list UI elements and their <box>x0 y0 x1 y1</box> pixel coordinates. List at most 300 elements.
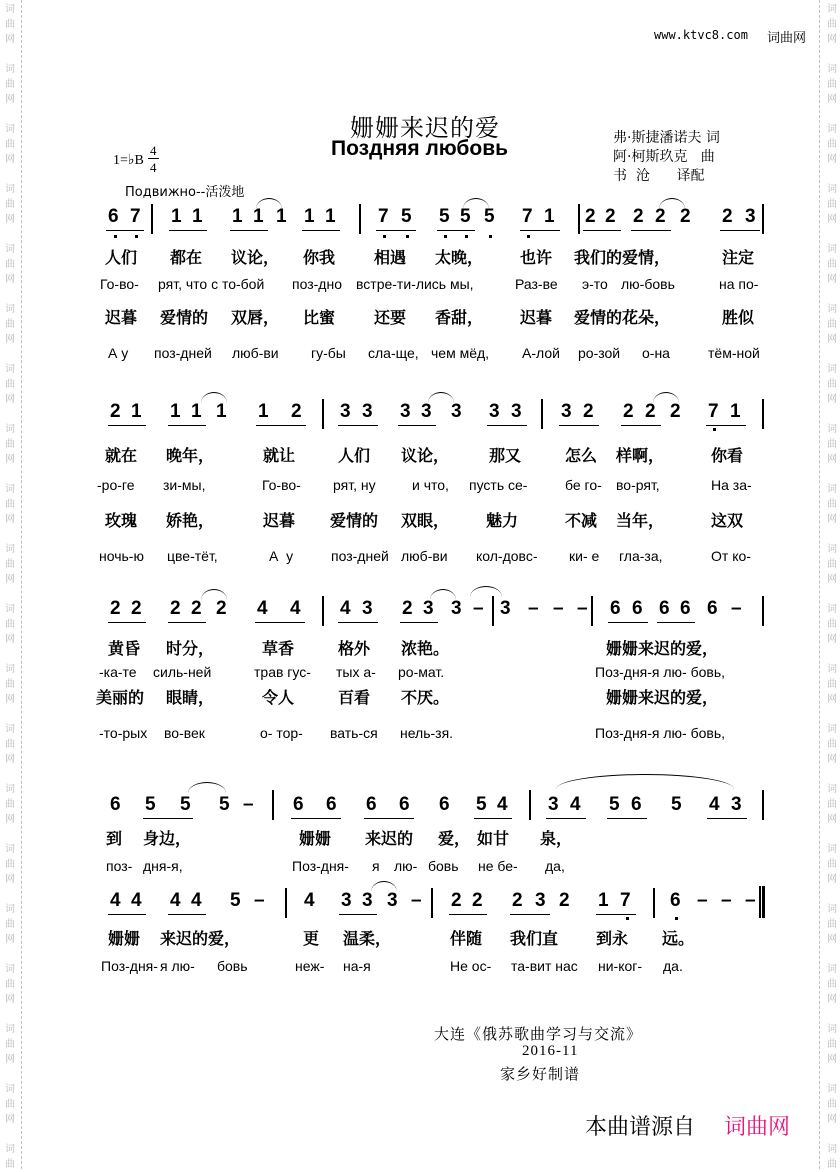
site-url[interactable]: www.ktvc8.com <box>654 28 748 42</box>
lyric: 格外 <box>338 639 371 658</box>
lyric: поз-дно <box>292 276 342 292</box>
watermark-char: 曲 <box>827 559 837 570</box>
footer-date: 2016-11 <box>522 1043 579 1059</box>
watermark-char: 网 <box>5 154 15 165</box>
lyric: бе го- <box>565 477 602 493</box>
watermark-char: 词 <box>827 964 837 975</box>
lyric: Го-во- <box>262 477 301 493</box>
watermark-char: 网 <box>5 514 15 525</box>
watermark-char: 网 <box>827 334 837 345</box>
watermark-char: 网 <box>827 94 837 105</box>
watermark-char: 曲 <box>5 259 15 270</box>
lyrics-row-ru1-line3 <box>0 664 840 682</box>
lyric: цве-тёт, <box>167 548 218 564</box>
lyric: 双唇， <box>231 308 280 327</box>
watermark-char: 词 <box>5 964 15 975</box>
watermark <box>824 2 840 47</box>
lyric: 这双 <box>711 511 744 530</box>
lyric: во-век <box>164 725 205 741</box>
lyric: лю-бовь <box>621 276 675 292</box>
watermark-char: 曲 <box>5 1099 15 1110</box>
watermark-char: 网 <box>5 694 15 705</box>
watermark-char: 网 <box>5 274 15 285</box>
lyric: люб-ви <box>232 345 279 361</box>
watermark-char: 网 <box>5 34 15 45</box>
time-signature-line <box>148 158 159 159</box>
watermark-char: 词 <box>5 424 15 435</box>
watermark-char: 网 <box>827 1114 837 1125</box>
lyric: 相遇 <box>374 248 407 267</box>
watermark-char: 网 <box>5 1054 15 1065</box>
lyric: нель-зя. <box>400 725 454 741</box>
watermark-char: 词 <box>827 784 837 795</box>
lyric: 爱， <box>438 829 471 848</box>
watermark-char: 词 <box>827 664 837 675</box>
watermark-char: 曲 <box>5 1039 15 1050</box>
lyric: я лю- <box>160 958 195 974</box>
lyric: 不厌。 <box>401 688 450 707</box>
lyric: 议论， <box>231 248 280 267</box>
lyric: На за- <box>711 477 752 493</box>
lyric: -ро-ге <box>97 477 135 493</box>
lyric: 双眼， <box>401 511 450 530</box>
lyric: 魅力 <box>486 511 519 530</box>
song-title-chinese: 姗姗来迟的爱 <box>350 114 500 142</box>
lyric: Поз-дня- <box>101 958 158 974</box>
lyric: Не ос- <box>450 958 492 974</box>
lyric: пусть се- <box>469 477 528 493</box>
lyric: 不减 <box>565 511 598 530</box>
watermark-char: 词 <box>5 844 15 855</box>
lyric: да, <box>545 858 565 874</box>
watermark-char: 词 <box>827 304 837 315</box>
lyrics-row-ru1-line2 <box>0 477 840 495</box>
source-site-link[interactable]: 词曲网 <box>724 1115 791 1140</box>
lyric: 姗姗 <box>299 829 332 848</box>
watermark-char: 网 <box>827 274 837 285</box>
watermark-char: 词 <box>827 724 837 735</box>
lyric: 爱情的花朵， <box>574 308 671 327</box>
lyric: 温柔， <box>343 929 392 948</box>
watermark-char: 曲 <box>827 1159 837 1170</box>
lyrics-row-ru2-line2 <box>0 548 840 566</box>
lyrics-row-ru2-line1 <box>0 345 840 363</box>
right-watermark-margin <box>822 0 840 1169</box>
lyric: гла-за, <box>619 548 663 564</box>
watermark-char: 曲 <box>827 379 837 390</box>
watermark-char: 网 <box>5 814 15 825</box>
lyric: чем мёд, <box>431 345 490 361</box>
lyric: 草香 <box>262 639 295 658</box>
lyric: ро-зой <box>578 345 621 361</box>
watermark-char: 曲 <box>5 859 15 870</box>
lyric: зи-мы, <box>163 477 206 493</box>
lyric: дня-я, <box>143 858 183 874</box>
lyrics-row-cn2-line3 <box>0 685 840 705</box>
lyric: 爱情的 <box>330 511 379 530</box>
lyric: 都在 <box>170 248 203 267</box>
lyric: 香甜， <box>435 308 484 327</box>
watermark-char: 曲 <box>5 1159 15 1170</box>
watermark-char: 词 <box>827 184 837 195</box>
watermark <box>2 1022 18 1067</box>
watermark-char: 网 <box>5 454 15 465</box>
watermark-char: 网 <box>5 1114 15 1125</box>
watermark-char: 网 <box>827 514 837 525</box>
watermark-char: 曲 <box>827 199 837 210</box>
watermark <box>2 1142 18 1172</box>
lyric: -то-рых <box>99 725 148 741</box>
lyric: поз-дней <box>154 345 212 361</box>
watermark-char: 词 <box>827 124 837 135</box>
watermark-char: 曲 <box>5 919 15 930</box>
lyric: 玫瑰 <box>105 511 138 530</box>
lyrics-row-cn2-line2 <box>0 508 840 528</box>
lyric: та-вит нас <box>511 958 578 974</box>
lyric: не бе- <box>478 858 518 874</box>
lyric: э-то <box>582 276 608 292</box>
watermark-char: 曲 <box>827 19 837 30</box>
watermark-char: 曲 <box>827 499 837 510</box>
watermark-char: 曲 <box>5 619 15 630</box>
watermark-char: 曲 <box>827 679 837 690</box>
lyric: бовь <box>428 858 459 874</box>
song-title-russian: Поздняя любовь <box>331 137 509 160</box>
lyric: 时分， <box>166 639 215 658</box>
lyric: 姗姗来迟的爱， <box>606 639 719 658</box>
lyric: 你我 <box>303 248 336 267</box>
watermark-char: 曲 <box>5 739 15 750</box>
watermark-char: 词 <box>827 244 837 255</box>
lyric: 到 <box>106 829 123 848</box>
watermark-char: 词 <box>5 124 15 135</box>
watermark-char: 曲 <box>827 859 837 870</box>
watermark-char: 网 <box>5 634 15 645</box>
lyric: тых а- <box>336 664 376 680</box>
lyric: гу-бы <box>311 345 346 361</box>
watermark <box>2 2 18 47</box>
watermark-char: 词 <box>5 64 15 75</box>
watermark-char: 曲 <box>5 139 15 150</box>
watermark <box>824 62 840 107</box>
lyric: Раз-ве <box>515 276 558 292</box>
site-name: 词曲网 <box>767 31 807 46</box>
watermark-char: 曲 <box>827 919 837 930</box>
lyric: о-на <box>642 345 670 361</box>
credit-translator: 书 沧 译配 <box>613 168 705 184</box>
lyric: 爱情的 <box>160 308 209 327</box>
notation-line-4: 6 5 5 5 – 6 6 6 6 6 5 4 3 4 5 6 5 4 3 <box>0 794 840 824</box>
watermark-char: 曲 <box>827 739 837 750</box>
watermark-char: 网 <box>827 214 837 225</box>
lyrics-row-cn1-line1 <box>0 245 840 265</box>
watermark-char: 网 <box>827 454 837 465</box>
watermark-char: 词 <box>827 1024 837 1035</box>
watermark-char: 网 <box>5 394 15 405</box>
lyric: 议论， <box>401 446 450 465</box>
lyrics-row-ru2-line3 <box>0 725 840 743</box>
watermark-char: 词 <box>827 4 837 15</box>
lyric: 人们 <box>105 248 138 267</box>
lyric: 我们的爱情， <box>574 248 671 267</box>
lyrics-row-ru1-line1 <box>0 276 840 294</box>
time-signature-bottom: 4 <box>150 160 157 175</box>
watermark-char: 网 <box>827 394 837 405</box>
watermark-char: 网 <box>827 994 837 1005</box>
watermark-char: 词 <box>5 784 15 795</box>
lyric: От ко- <box>711 548 751 564</box>
watermark-char: 词 <box>5 904 15 915</box>
lyric: ни-ког- <box>598 958 643 974</box>
watermark-char: 曲 <box>827 1099 837 1110</box>
lyric: 泉， <box>540 829 573 848</box>
lyric: на по- <box>719 276 759 292</box>
watermark-char: 词 <box>5 664 15 675</box>
right-dashed-border <box>819 0 820 1169</box>
lyric: 娇艳， <box>166 511 215 530</box>
watermark-char: 网 <box>827 574 837 585</box>
watermark-char: 词 <box>827 1144 837 1155</box>
watermark-char: 曲 <box>827 259 837 270</box>
watermark-char: 曲 <box>5 799 15 810</box>
watermark-char: 曲 <box>5 319 15 330</box>
lyric: кол-довс- <box>476 548 538 564</box>
watermark-char: 网 <box>827 34 837 45</box>
watermark-char: 曲 <box>827 319 837 330</box>
watermark <box>824 1142 840 1172</box>
lyric: силь-ней <box>153 664 212 680</box>
watermark-char: 网 <box>827 934 837 945</box>
lyric: 胜似 <box>722 308 755 327</box>
lyric: 浓艳。 <box>401 639 450 658</box>
lyric: 伴随 <box>450 929 483 948</box>
lyrics-row-cn1-line4 <box>0 826 840 846</box>
lyric: вать-ся <box>330 725 378 741</box>
watermark-char: 曲 <box>5 379 15 390</box>
lyric: рят, что с то-бой <box>158 276 265 292</box>
watermark-char: 词 <box>5 4 15 15</box>
lyric: сла-ще, <box>368 345 419 361</box>
lyric: Поз-дня- <box>292 858 349 874</box>
watermark <box>824 122 840 167</box>
lyric: поз- <box>106 858 133 874</box>
watermark-char: 曲 <box>5 199 15 210</box>
watermark-char: 词 <box>827 484 837 495</box>
lyric: лю- <box>394 858 418 874</box>
lyric: 人们 <box>338 446 371 465</box>
watermark-char: 词 <box>5 1024 15 1035</box>
watermark-char: 曲 <box>5 439 15 450</box>
watermark <box>824 1022 840 1067</box>
lyric: 来迟的爱， <box>160 929 241 948</box>
lyric: да. <box>663 958 683 974</box>
source-label: 本曲谱源自 <box>585 1115 696 1140</box>
watermark-char: 网 <box>827 874 837 885</box>
watermark-char: 网 <box>827 154 837 165</box>
credit-lyricist: 弗·斯捷潘诺夫 词 <box>613 130 720 146</box>
lyric: 姗姗 <box>108 929 141 948</box>
lyric: 比蜜 <box>303 308 336 327</box>
lyric: встре-ти-лись мы, <box>356 276 474 292</box>
lyric: 就让 <box>263 446 296 465</box>
watermark-char: 网 <box>827 814 837 825</box>
watermark-char: 曲 <box>827 439 837 450</box>
lyric: Поз-дня-я лю- бовь, <box>595 664 726 680</box>
lyric: 就在 <box>105 446 138 465</box>
credit-composer: 阿·柯斯玖克 曲 <box>613 149 715 165</box>
tempo-marking: Подвижно--活泼地 <box>125 185 245 200</box>
lyric: 怎么 <box>565 446 598 465</box>
lyric: Поз-дня-я лю- бовь, <box>595 725 726 741</box>
lyric: 那又 <box>489 446 522 465</box>
watermark-char: 曲 <box>827 1039 837 1050</box>
watermark-char: 词 <box>5 1144 15 1155</box>
lyric: я <box>372 858 380 874</box>
lyric: бовь <box>217 958 248 974</box>
lyric: 来迟的 <box>365 829 414 848</box>
watermark-char: 词 <box>827 604 837 615</box>
watermark-char: 曲 <box>5 979 15 990</box>
watermark-char: 网 <box>5 934 15 945</box>
watermark-char: 曲 <box>827 799 837 810</box>
lyric: Го-во- <box>100 276 139 292</box>
footer-group-name: 大连《俄苏歌曲学习与交流》 <box>434 1025 643 1043</box>
key-signature: 1=♭B <box>113 153 144 168</box>
lyric: 远。 <box>662 929 695 948</box>
lyric: 样啊， <box>616 446 665 465</box>
lyric: 太晚， <box>435 248 484 267</box>
lyric: 迟暮 <box>263 511 296 530</box>
watermark-char: 网 <box>5 214 15 225</box>
watermark-char: 词 <box>827 544 837 555</box>
lyric: 迟暮 <box>105 308 138 327</box>
lyric: 黄昏 <box>108 639 141 658</box>
watermark-char: 词 <box>827 1084 837 1095</box>
watermark-char: 网 <box>5 754 15 765</box>
watermark-char: 网 <box>5 334 15 345</box>
watermark-char: 词 <box>827 64 837 75</box>
footer-maker: 家乡好制谱 <box>500 1065 581 1083</box>
lyric: А-лой <box>522 345 560 361</box>
watermark-char: 词 <box>5 184 15 195</box>
lyric: 当年， <box>616 511 665 530</box>
watermark <box>2 122 18 167</box>
watermark-char: 曲 <box>5 19 15 30</box>
watermark-char: 网 <box>5 874 15 885</box>
lyrics-row-cn1-line5 <box>0 926 840 946</box>
lyric: 如甘 <box>477 829 510 848</box>
lyric: -ка-те <box>99 664 137 680</box>
lyric: тём-ной <box>708 345 760 361</box>
watermark-char: 曲 <box>5 679 15 690</box>
lyric: А у <box>269 548 294 564</box>
lyrics-row-ru1-line5 <box>0 958 840 976</box>
left-watermark-margin <box>0 0 18 1169</box>
lyric: 注定 <box>722 248 755 267</box>
watermark-char: 曲 <box>5 499 15 510</box>
lyrics-row-cn1-line2 <box>0 443 840 463</box>
watermark-char: 曲 <box>827 619 837 630</box>
watermark-char: 词 <box>827 904 837 915</box>
lyric: 还要 <box>374 308 407 327</box>
lyric: 晚年， <box>166 446 215 465</box>
watermark-char: 词 <box>5 1084 15 1095</box>
watermark-char: 词 <box>5 544 15 555</box>
notation-line-5: 4 4 4 4 5 – 4 3 3 3 – 2 2 2 3 2 1 7 6 – – – <box>0 890 840 920</box>
lyric: рят, ну <box>333 477 376 493</box>
watermark-char: 网 <box>827 634 837 645</box>
watermark-char: 词 <box>827 364 837 375</box>
watermark-char: 曲 <box>5 559 15 570</box>
lyric: 到永 <box>596 929 629 948</box>
watermark-char: 曲 <box>5 79 15 90</box>
time-signature-top: 4 <box>150 143 157 158</box>
lyric: 迟暮 <box>520 308 553 327</box>
lyrics-row-cn2-line1 <box>0 305 840 325</box>
watermark-char: 词 <box>5 604 15 615</box>
lyric: во-рят, <box>616 477 660 493</box>
watermark <box>2 1082 18 1127</box>
notation-line-2: 2 1 1 1 1 1 2 3 3 3 3 3 3 3 3 2 2 2 2 7 1 <box>0 401 840 431</box>
lyric: 令人 <box>262 688 295 707</box>
watermark-char: 词 <box>827 844 837 855</box>
lyric: трав гус- <box>254 664 311 680</box>
watermark-char: 网 <box>5 994 15 1005</box>
watermark-char: 词 <box>5 724 15 735</box>
lyric: 姗姗来迟的爱， <box>606 688 719 707</box>
watermark-char: 词 <box>5 484 15 495</box>
watermark-char: 曲 <box>827 139 837 150</box>
lyric: о- тор- <box>260 725 303 741</box>
lyric: 我们直 <box>510 929 559 948</box>
lyric: и что, <box>412 477 449 493</box>
lyrics-row-ru1-line4 <box>0 858 840 876</box>
lyric: ночь-ю <box>99 548 144 564</box>
lyric: 眼睛， <box>166 688 215 707</box>
lyric: ро-мат. <box>398 664 445 680</box>
lyric: 更 <box>303 929 320 948</box>
lyric: на-я <box>343 958 371 974</box>
watermark-char: 曲 <box>827 979 837 990</box>
watermark-char: 词 <box>5 304 15 315</box>
lyric: неж- <box>295 958 325 974</box>
watermark-char: 网 <box>827 1054 837 1065</box>
watermark-char: 网 <box>5 574 15 585</box>
lyric: ки- е <box>569 548 600 564</box>
watermark-char: 曲 <box>827 79 837 90</box>
notation-line-3: 2 2 2 2 2 4 4 4 3 2 3 3 – 3 – – – 6 6 6 6 6 – <box>0 598 840 628</box>
watermark-char: 词 <box>827 424 837 435</box>
watermark-char: 网 <box>827 694 837 705</box>
notation-line-1: 6 7 1 1 1 1 1 1 1 7 5 5 5 5 7 1 2 2 2 2 2 2 3 <box>0 206 840 236</box>
watermark-char: 词 <box>5 364 15 375</box>
watermark-char: 网 <box>5 94 15 105</box>
watermark-char: 网 <box>827 754 837 765</box>
lyrics-row-cn1-line3 <box>0 636 840 656</box>
lyric: 美丽的 <box>96 688 145 707</box>
watermark <box>2 62 18 107</box>
lyric: люб-ви <box>401 548 448 564</box>
watermark <box>824 1082 840 1127</box>
lyric: А у <box>108 345 129 361</box>
left-dashed-border <box>21 0 22 1169</box>
lyric: 也许 <box>520 248 553 267</box>
lyric: 百看 <box>338 688 371 707</box>
lyric: 身边， <box>143 829 192 848</box>
lyric: 你看 <box>711 446 744 465</box>
lyric: поз-дней <box>331 548 389 564</box>
watermark-char: 词 <box>5 244 15 255</box>
